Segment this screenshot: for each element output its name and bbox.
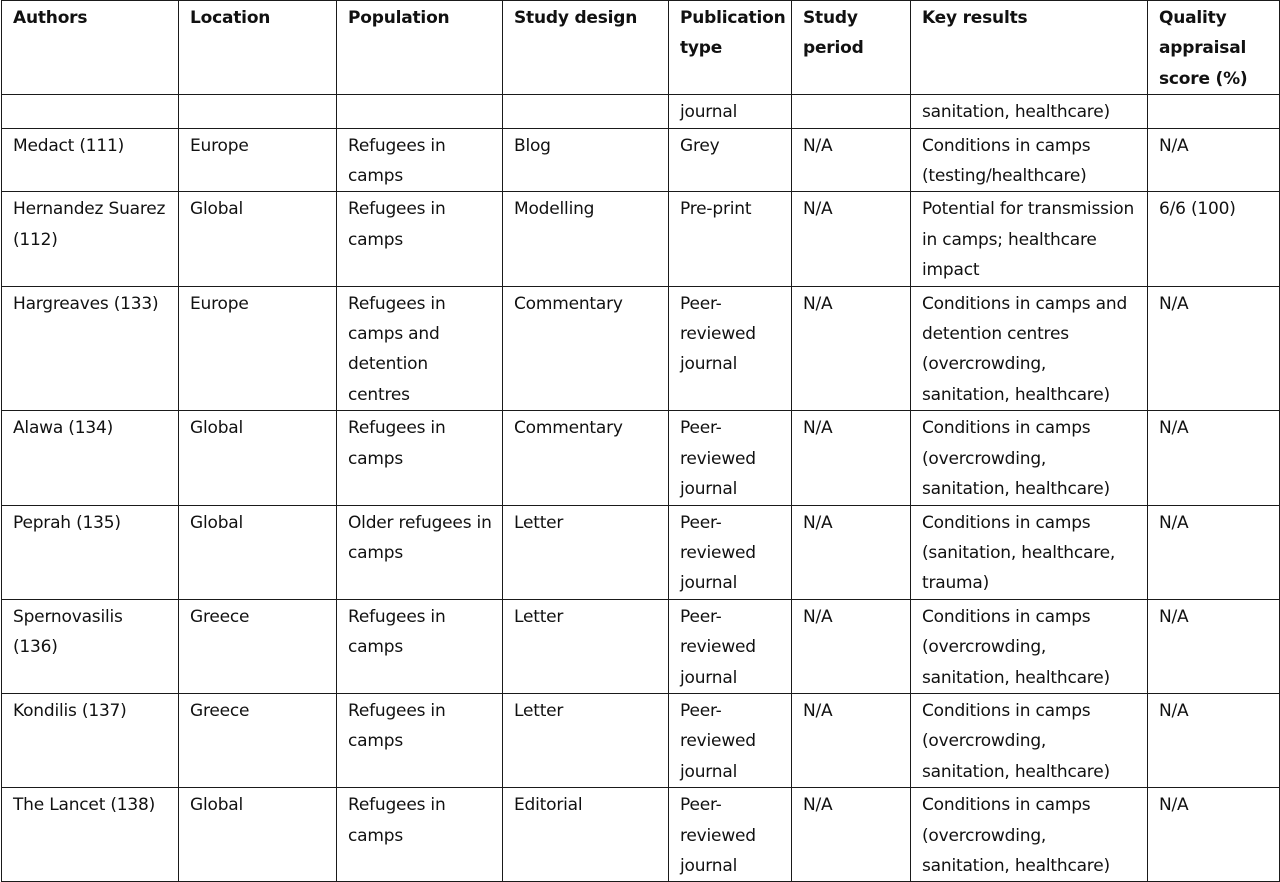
cell-design: Blog [503,128,669,192]
table-row [2,599,1280,693]
cell-author: Hernandez Suarez (112) [2,192,179,286]
cell-period: N/A [792,788,911,882]
cell-score: N/A [1148,693,1280,787]
cell-pubtype: Grey [669,128,792,192]
cell-author: Alawa (134) [2,411,179,505]
cell-pubtype: Peer-reviewed journal [669,505,792,599]
cell-results: Conditions in camps and detention centres (overcrowding, sanitation, healthcare) [911,286,1148,411]
cell-population: Older refugees in camps [337,505,503,599]
literature-table [1,0,1280,882]
header-key-results: Key results [911,1,1148,95]
cell-location: Global [179,411,337,505]
cell-score: N/A [1148,599,1280,693]
cell-results: Potential for transmission in camps; healthcare impact [911,192,1148,286]
cell-location: Global [179,192,337,286]
cell-results: Conditions in camps (overcrowding, sanitation, healthcare) [911,788,1148,882]
cell-results: Conditions in camps (testing/healthcare) [911,128,1148,192]
table-row [2,693,1280,787]
header-study-design: Study design [503,1,669,95]
cell-score: N/A [1148,128,1280,192]
cell-population: Refugees in camps [337,693,503,787]
cell-author [2,95,179,128]
table-row [2,505,1280,599]
cell-design: Commentary [503,411,669,505]
cell-location: Global [179,788,337,882]
table-row [2,95,1280,128]
cell-pubtype: Peer-reviewed journal [669,788,792,882]
cell-design: Letter [503,599,669,693]
header-row [2,1,1280,95]
cell-location: Global [179,505,337,599]
table-row [2,286,1280,411]
cell-author: Peprah (135) [2,505,179,599]
cell-design: Letter [503,693,669,787]
cell-design: Modelling [503,192,669,286]
cell-pubtype: Peer-reviewed journal [669,599,792,693]
cell-results: Conditions in camps (overcrowding, sanitation, healthcare) [911,411,1148,505]
cell-location: Europe [179,286,337,411]
cell-population: Refugees in camps [337,788,503,882]
header-authors: Authors [2,1,179,95]
cell-results: Conditions in camps (overcrowding, sanitation, healthcare) [911,599,1148,693]
cell-score: N/A [1148,286,1280,411]
cell-location [179,95,337,128]
cell-population: Refugees in camps [337,128,503,192]
cell-location: Greece [179,599,337,693]
cell-period: N/A [792,286,911,411]
table-row [2,192,1280,286]
cell-score: N/A [1148,411,1280,505]
cell-design: Letter [503,505,669,599]
table-row [2,128,1280,192]
cell-results: Conditions in camps (sanitation, healthcare, trauma) [911,505,1148,599]
table-row [2,788,1280,882]
cell-score: N/A [1148,788,1280,882]
cell-population: Refugees in camps [337,192,503,286]
cell-pubtype: Peer-reviewed journal [669,286,792,411]
header-location: Location [179,1,337,95]
cell-location: Greece [179,693,337,787]
cell-period: N/A [792,411,911,505]
cell-period: N/A [792,128,911,192]
cell-population: Refugees in camps [337,411,503,505]
cell-author: Medact (111) [2,128,179,192]
table-row [2,411,1280,505]
cell-design: Commentary [503,286,669,411]
header-population: Population [337,1,503,95]
cell-author: The Lancet (138) [2,788,179,882]
cell-author: Kondilis (137) [2,693,179,787]
cell-period: N/A [792,505,911,599]
header-study-period: Study period [792,1,911,95]
cell-design: Editorial [503,788,669,882]
cell-population [337,95,503,128]
cell-pubtype: Pre-print [669,192,792,286]
cell-results: Conditions in camps (overcrowding, sanitation, healthcare) [911,693,1148,787]
cell-location: Europe [179,128,337,192]
cell-author: Spernovasilis (136) [2,599,179,693]
header-quality-score: Quality appraisal score (%) [1148,1,1280,95]
cell-score [1148,95,1280,128]
cell-population: Refugees in camps and detention centres [337,286,503,411]
cell-design [503,95,669,128]
cell-pubtype: Peer-reviewed journal [669,693,792,787]
cell-period [792,95,911,128]
cell-population: Refugees in camps [337,599,503,693]
cell-results: sanitation, healthcare) [911,95,1148,128]
cell-pubtype: Peer-reviewed journal [669,411,792,505]
header-publication-type: Publication type [669,1,792,95]
cell-score: 6/6 (100) [1148,192,1280,286]
cell-pubtype: journal [669,95,792,128]
cell-period: N/A [792,599,911,693]
cell-score: N/A [1148,505,1280,599]
cell-period: N/A [792,192,911,286]
cell-author: Hargreaves (133) [2,286,179,411]
cell-period: N/A [792,693,911,787]
